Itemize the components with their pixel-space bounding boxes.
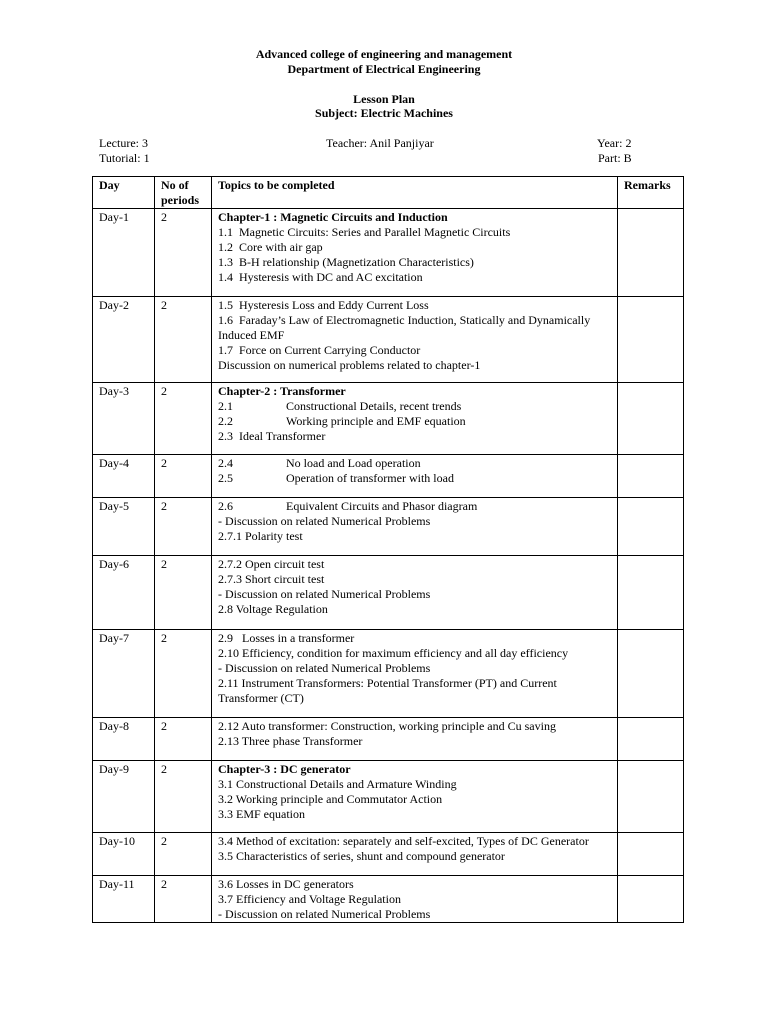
table-header-row [93,177,684,209]
topic-line: 3.4 Method of excitation: separately and self-excited, Types of DC Generator [218,834,589,848]
periods-cell: 2 [155,556,212,630]
topics-cell [212,455,618,498]
table-row [93,833,684,876]
topic-line: 1.4 Hysteresis with DC and AC excitation [218,270,423,284]
topic-line: Discussion on numerical problems related to chapter-1 [218,358,481,372]
remarks-cell [618,209,684,297]
table-row [93,556,684,630]
remarks-cell [618,876,684,923]
day-cell: Day-11 [93,876,155,923]
topics-cell [212,630,618,718]
topic-line: 1.5 Hysteresis Loss and Eddy Current Loss [218,298,429,312]
topic-line: 1.7 Force on Current Carrying Conductor [218,343,421,357]
chapter-heading: Chapter-3 : DC generator [218,762,351,776]
day-cell: Day-5 [93,498,155,556]
periods-cell: 2 [155,833,212,876]
periods-cell: 2 [155,761,212,833]
header-periods: No of periods [155,177,212,209]
table-row [93,498,684,556]
topic-line: 2.10 Efficiency, condition for maximum efficiency and all day efficiency [218,646,569,660]
topic-line: 3.1 Constructional Details and Armature Winding [218,777,457,791]
topic-number: 2.2 [218,414,233,428]
remarks-cell [618,498,684,556]
topic-line: - Discussion on related Numerical Problems [218,661,431,675]
topic-line: 3.3 EMF equation [218,807,305,821]
year-label: Year: 2 [597,136,632,150]
chapter-heading: Chapter-2 : Transformer [218,384,346,398]
day-cell: Day-7 [93,630,155,718]
topic-line [218,414,612,429]
topic-line: - Discussion on related Numerical Problems [218,587,431,601]
remarks-cell [618,761,684,833]
remarks-cell [618,455,684,498]
topic-text: Equivalent Circuits and Phasor diagram [286,499,478,513]
periods-cell: 2 [155,383,212,455]
subject-line: Subject: Electric Machines [315,106,453,120]
teacher-name: Teacher: Anil Panjiyar [326,136,434,150]
day-cell: Day-6 [93,556,155,630]
topic-text: Constructional Details, recent trends [286,399,462,413]
topic-line: 1.6 Faraday’s Law of Electromagnetic Induction, Statically and Dynamically Induced EMF [218,313,594,342]
topics-cell [212,761,618,833]
topic-line: 2.8 Voltage Regulation [218,602,328,616]
remarks-cell [618,718,684,761]
topic-number: 2.6 [218,499,233,513]
college-name: Advanced college of engineering and management [255,47,513,61]
day-cell: Day-2 [93,297,155,383]
topic-number: 2.5 [218,471,233,485]
topics-cell [212,556,618,630]
topics-cell [212,833,618,876]
topic-line: 2.7.3 Short circuit test [218,572,325,586]
topic-line [218,399,612,414]
periods-cell: 2 [155,718,212,761]
day-cell: Day-8 [93,718,155,761]
periods-cell: 2 [155,498,212,556]
tutorial-count: Tutorial: 1 [99,151,150,165]
topic-line: 2.9 Losses in a transformer [218,631,355,645]
table-row [93,455,684,498]
topic-line: 2.3 Ideal Transformer [218,429,326,443]
document-title: Lesson Plan [353,92,415,106]
topics-cell [212,297,618,383]
table-row [93,718,684,761]
table-body [93,209,684,923]
day-cell: Day-1 [93,209,155,297]
topic-line: 3.7 Efficiency and Voltage Regulation [218,892,401,906]
remarks-cell [618,630,684,718]
table-row [93,761,684,833]
table-row [93,383,684,455]
topic-line: 3.2 Working principle and Commutator Action [218,792,443,806]
topic-line: 1.1 Magnetic Circuits: Series and Parallel Magnetic Circuits [218,225,511,239]
day-cell: Day-3 [93,383,155,455]
periods-cell: 2 [155,297,212,383]
topic-line [218,499,612,514]
table-row [93,876,684,923]
topic-line: 1.2 Core with air gap [218,240,323,254]
topics-cell [212,718,618,761]
topic-text: Working principle and EMF equation [286,414,466,428]
topic-line: 2.11 Instrument Transformers: Potential Transformer (PT) and Current Transformer (CT) [218,676,560,705]
lecture-count: Lecture: 3 [99,136,148,150]
remarks-cell [618,297,684,383]
table-row [93,297,684,383]
periods-cell: 2 [155,455,212,498]
topic-line: 2.13 Three phase Transformer [218,734,363,748]
chapter-heading: Chapter-1 : Magnetic Circuits and Induction [218,210,448,224]
topic-line: - Discussion on related Numerical Problems [218,907,431,921]
remarks-cell [618,833,684,876]
table-row [93,209,684,297]
header-remarks: Remarks [618,177,684,209]
periods-cell: 2 [155,630,212,718]
topic-number: 2.4 [218,456,233,470]
topic-text: Operation of transformer with load [286,471,454,485]
topic-line: 3.6 Losses in DC generators [218,877,354,891]
department-name: Department of Electrical Engineering [287,62,481,76]
topic-line: 2.12 Auto transformer: Construction, working principle and Cu saving [218,719,556,733]
topic-text: No load and Load operation [286,456,421,470]
periods-cell: 2 [155,876,212,923]
topic-line [218,471,612,486]
topic-line: - Discussion on related Numerical Problems [218,514,431,528]
day-cell: Day-4 [93,455,155,498]
topics-cell [212,498,618,556]
topic-line [218,456,612,471]
part-label: Part: B [598,151,632,165]
remarks-cell [618,383,684,455]
remarks-cell [618,556,684,630]
topic-number: 2.1 [218,399,233,413]
topics-cell [212,209,618,297]
topic-line: 3.5 Characteristics of series, shunt and compound generator [218,849,505,863]
day-cell: Day-9 [93,761,155,833]
header-topics: Topics to be completed [212,177,618,209]
header-day: Day [93,177,155,209]
topic-line: 2.7.2 Open circuit test [218,557,325,571]
topic-line: 1.3 B-H relationship (Magnetization Characteristics) [218,255,474,269]
table-row [93,630,684,718]
day-cell: Day-10 [93,833,155,876]
topic-line: 2.7.1 Polarity test [218,529,303,543]
lesson-plan-table [92,176,684,923]
periods-cell: 2 [155,209,212,297]
topics-cell [212,876,618,923]
topics-cell [212,383,618,455]
